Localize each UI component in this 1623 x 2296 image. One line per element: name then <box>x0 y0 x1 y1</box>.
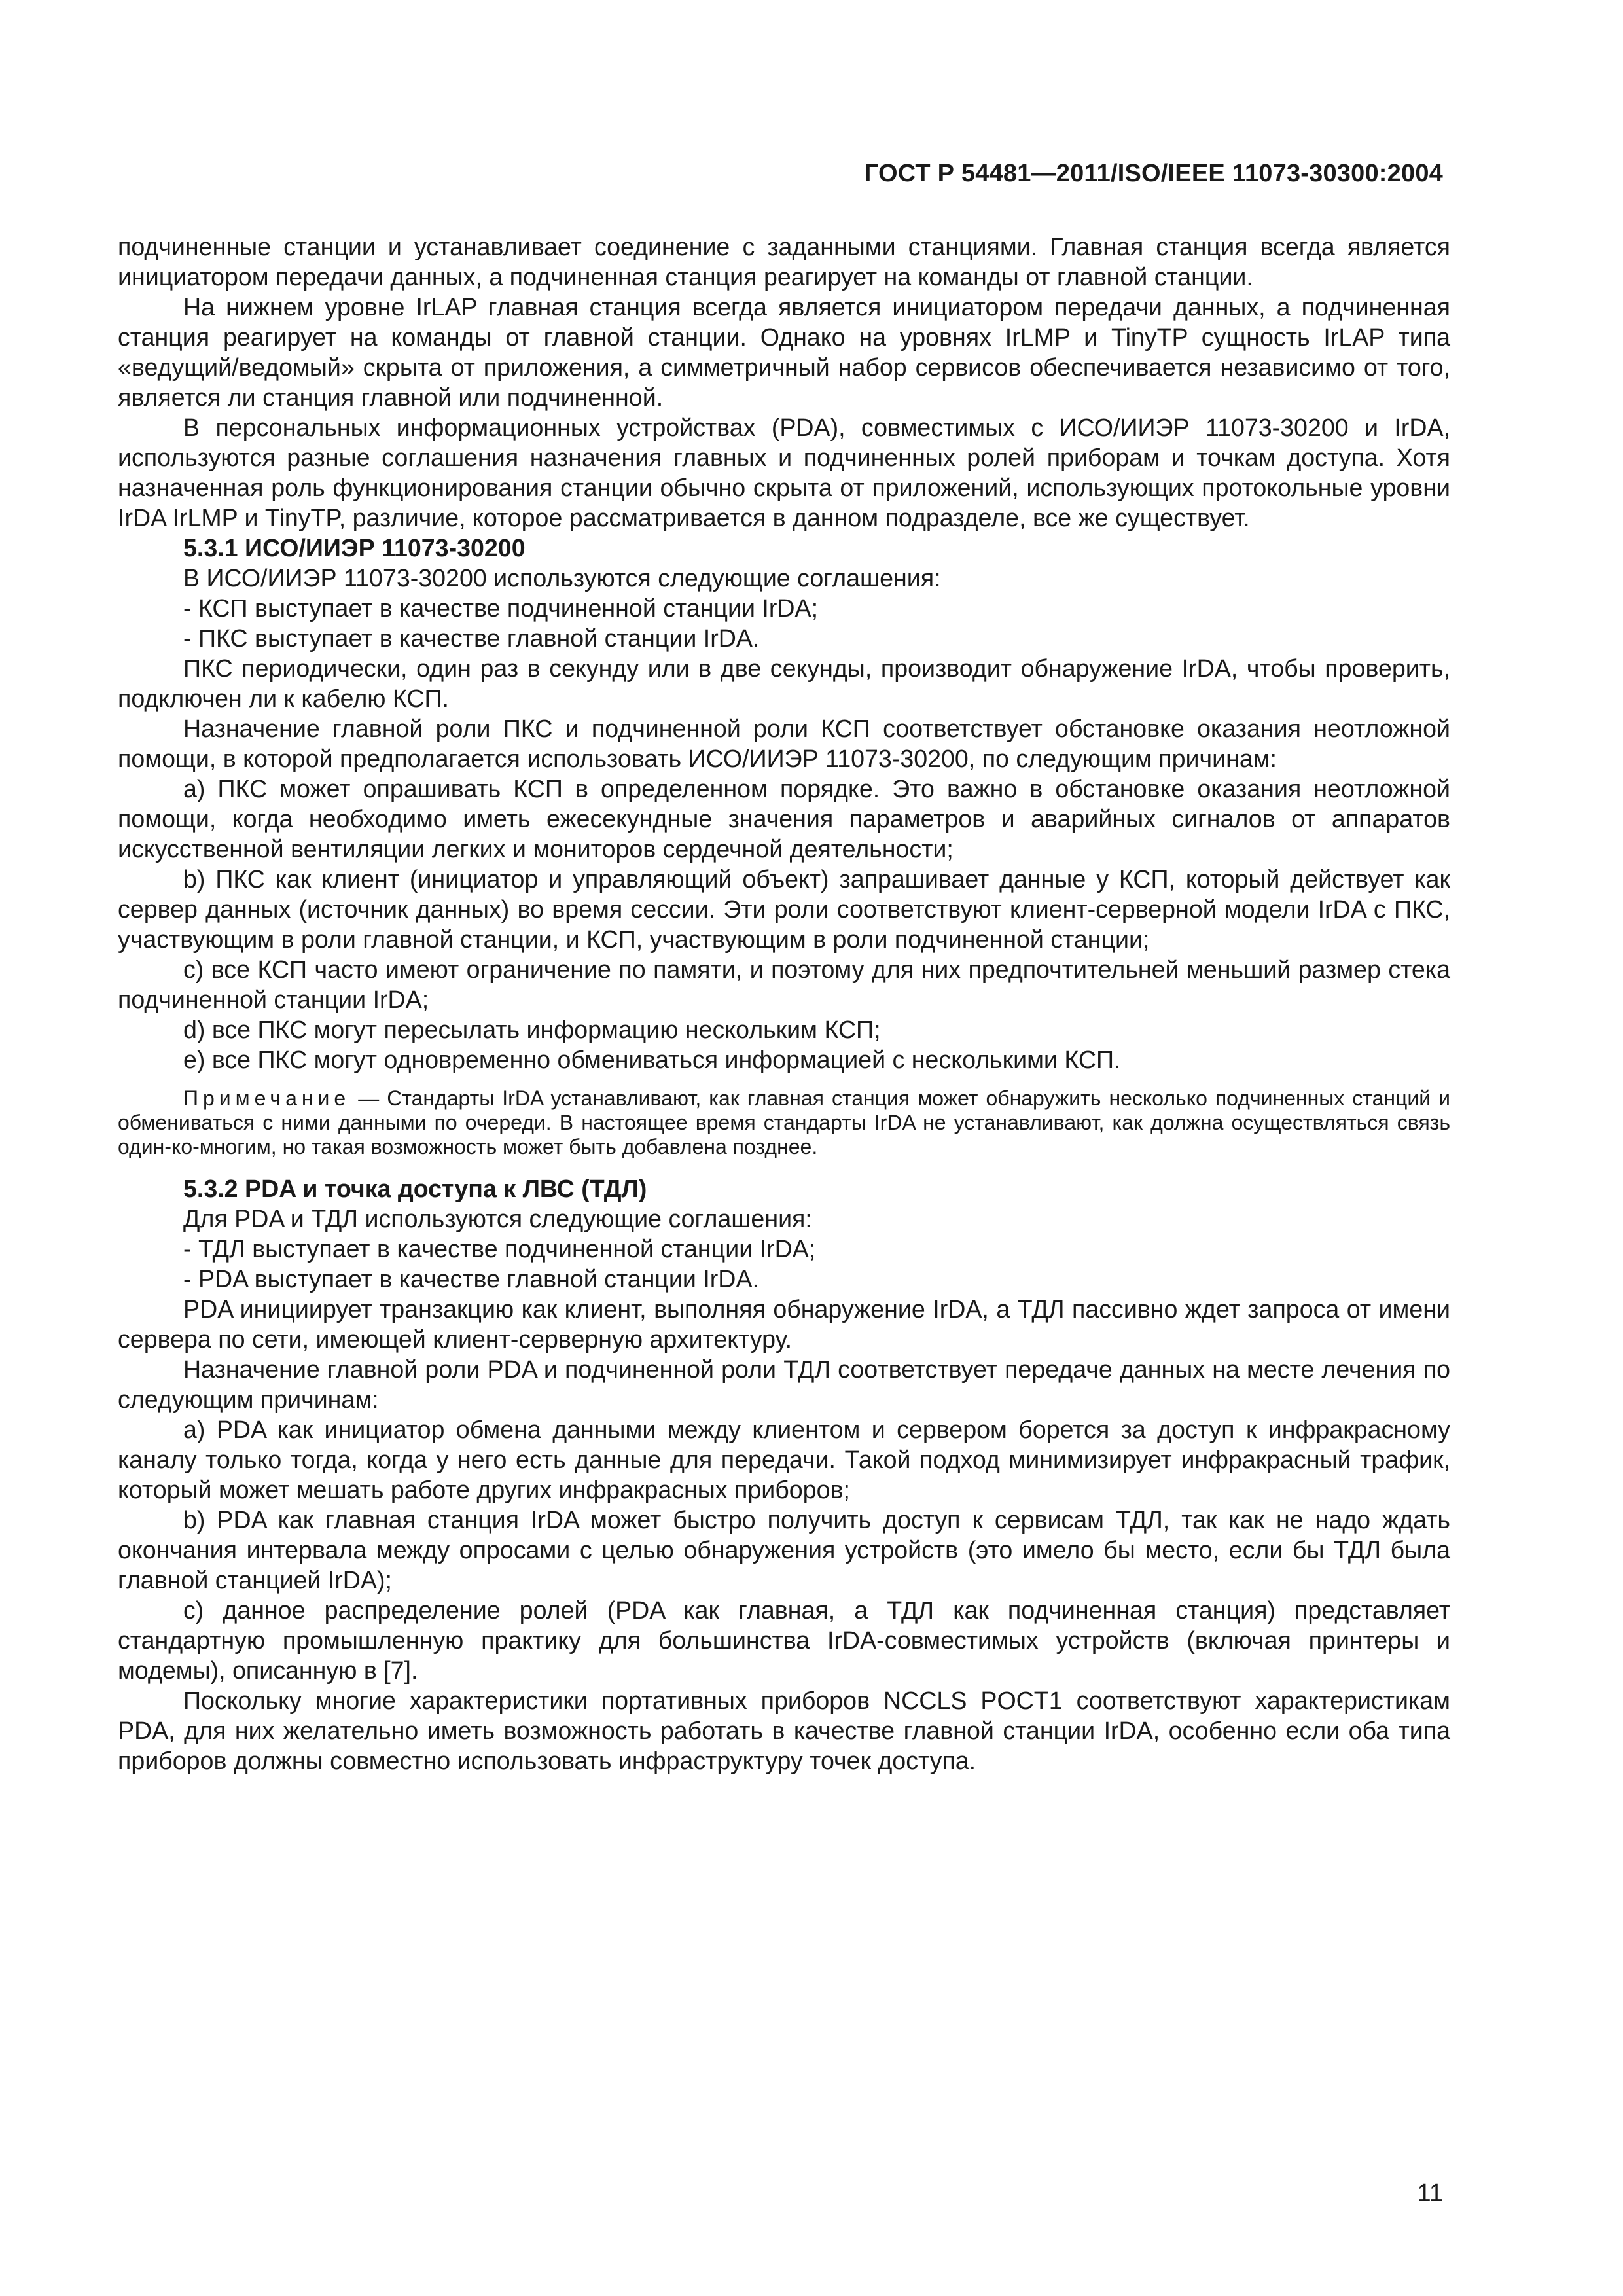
paragraph-transaction: PDA инициирует транзакцию как клиент, выполняя обнаружение IrDA, а ТДЛ пассивно ждет запроса от имени сервера по сети, имеющей клиент-серверную архитектуру. <box>118 1295 1450 1353</box>
reason-item-d: d) все ПКС могут пересылать информацию нескольким КСП; <box>183 1016 881 1043</box>
paragraph-roles: Назначение главной роли PDA и подчиненной роли ТДЛ соответствует передаче данных на месте лечения по следующим причинам: <box>118 1355 1450 1413</box>
reason-item-b: b) ПКС как клиент (инициатор и управляющий объект) запрашивает данные у КСП, который действует как сервер данных (источник данных) во время сессии. Эти роли соответствуют клиент-серверной модели IrDA с ПКС, участвующим в роли главной станции, и КСП, участвующим в роли подчиненной станции; <box>118 865 1450 953</box>
paragraph-pda-conventions: В персональных информационных устройствах (PDA), совместимых с ИСО/ИИЭР 11073-30200 и IrDA, используются разные соглашения назначения главных и подчиненных ролей приборам и точкам доступа. Хотя назначенная роль функционирования станции обычно скрыта от приложений, использующих протокольные уровни IrDA IrLMP и TinyTP, различие, которое рассматривается в данном подразделе, все же существует. <box>118 414 1450 531</box>
document-body <box>118 232 1450 1776</box>
section-intro: В ИСО/ИИЭР 11073-30200 используются следующие соглашения: <box>183 564 941 592</box>
paragraph-final: Поскольку многие характеристики портативных приборов NCCLS POCT1 соответствуют характеристикам PDA, для них желательно иметь возможность работать в качестве главной станции IrDA, особенно если оба типа приборов должны совместно использовать инфраструктуру точек доступа. <box>118 1687 1450 1774</box>
reason-item-a: a) ПКС может опрашивать КСП в определенном порядке. Это важно в обстановке оказания неотложной помощи, когда необходимо иметь ежесекундные значения параметров и аварийных сигналов от аппаратов искусственной вентиляции легких и мониторов сердечной деятельности; <box>118 775 1450 863</box>
section-heading-5-3-1: 5.3.1 ИСО/ИИЭР 11073-30200 <box>183 534 526 562</box>
paragraph-irlap: На нижнем уровне IrLAP главная станция всегда является инициатором передачи данных, а подчиненная станция реагирует на команды от главной станции. Однако на уровнях IrLMP и TinyTP сущность IrLAP типа «ведущий/ведомый» скрыта от приложения, а симметричный набор сервисов обеспечивается независимо от того, является ли станция главной или подчиненной. <box>118 293 1450 411</box>
paragraph-roles: Назначение главной роли ПКС и подчиненной роли КСП соответствует обстановке оказания неотложной помощи, в которой предполагается использовать ИСО/ИИЭР 11073-30200, по следующим причинам: <box>118 715 1450 772</box>
reason-item-c: c) все КСП часто имеют ограничение по памяти, и поэтому для них предпочтительней меньший размер стека подчиненной станции IrDA; <box>118 956 1450 1013</box>
reason-item-b: b) PDA как главная станция IrDA может быстро получить доступ к сервисам ТДЛ, так как не надо ждать окончания интервала между опросами с целью обнаружения устройств (это имело бы место, если бы ТДЛ была главной станцией IrDA); <box>118 1506 1450 1594</box>
note-label: Примечание <box>183 1086 351 1110</box>
note <box>118 1086 1450 1159</box>
paragraph-discovery: ПКС периодически, один раз в секунду или в две секунды, производит обнаружение IrDA, чтобы проверить, подключен ли к кабелю КСП. <box>118 655 1450 712</box>
convention-item: - PDA выступает в качестве главной станции IrDA. <box>183 1265 759 1293</box>
note-text: — Стандарты IrDA устанавливают, как главная станция может обнаружить несколько подчиненных станций и обмениваться с ними данными по очереди. В настоящее время стандарты IrDA не устанавливают, как должна осуществляться связь один-ко-многим, но такая возможность может быть добавлена позднее. <box>118 1086 1450 1158</box>
paragraph-continuation: подчиненные станции и устанавливает соединение с заданными станциями. Главная станция всегда является инициатором передачи данных, а подчиненная станция реагирует на команды от главной станции. <box>118 233 1450 291</box>
section-intro: Для PDA и ТДЛ используются следующие соглашения: <box>183 1205 812 1232</box>
page-number: 11 <box>1417 2179 1443 2207</box>
reason-item-e: e) все ПКС могут одновременно обмениваться информацией с несколькими КСП. <box>183 1046 1121 1073</box>
document-header: ГОСТ Р 54481—2011/ISO/IEEE 11073-30300:2004 <box>864 160 1443 187</box>
convention-item: - ПКС выступает в качестве главной станции IrDA. <box>183 624 760 652</box>
convention-item: - ТДЛ выступает в качестве подчиненной станции IrDA; <box>183 1235 816 1263</box>
reason-item-c: c) данное распределение ролей (PDA как главная, а ТДЛ как подчиненная станция) представляет стандартную промышленную практику для большинства IrDA-совместимых устройств (включая принтеры и модемы), описанную в [7]. <box>118 1596 1450 1684</box>
reason-item-a: a) PDA как инициатор обмена данными между клиентом и сервером борется за доступ к инфракрасному каналу только тогда, когда у него есть данные для передачи. Такой подход минимизирует инфракрасный трафик, который может мешать работе других инфракрасных приборов; <box>118 1416 1450 1503</box>
section-heading-5-3-2: 5.3.2 PDA и точка доступа к ЛВС (ТДЛ) <box>183 1175 647 1202</box>
convention-item: - КСП выступает в качестве подчиненной станции IrDA; <box>183 594 819 622</box>
